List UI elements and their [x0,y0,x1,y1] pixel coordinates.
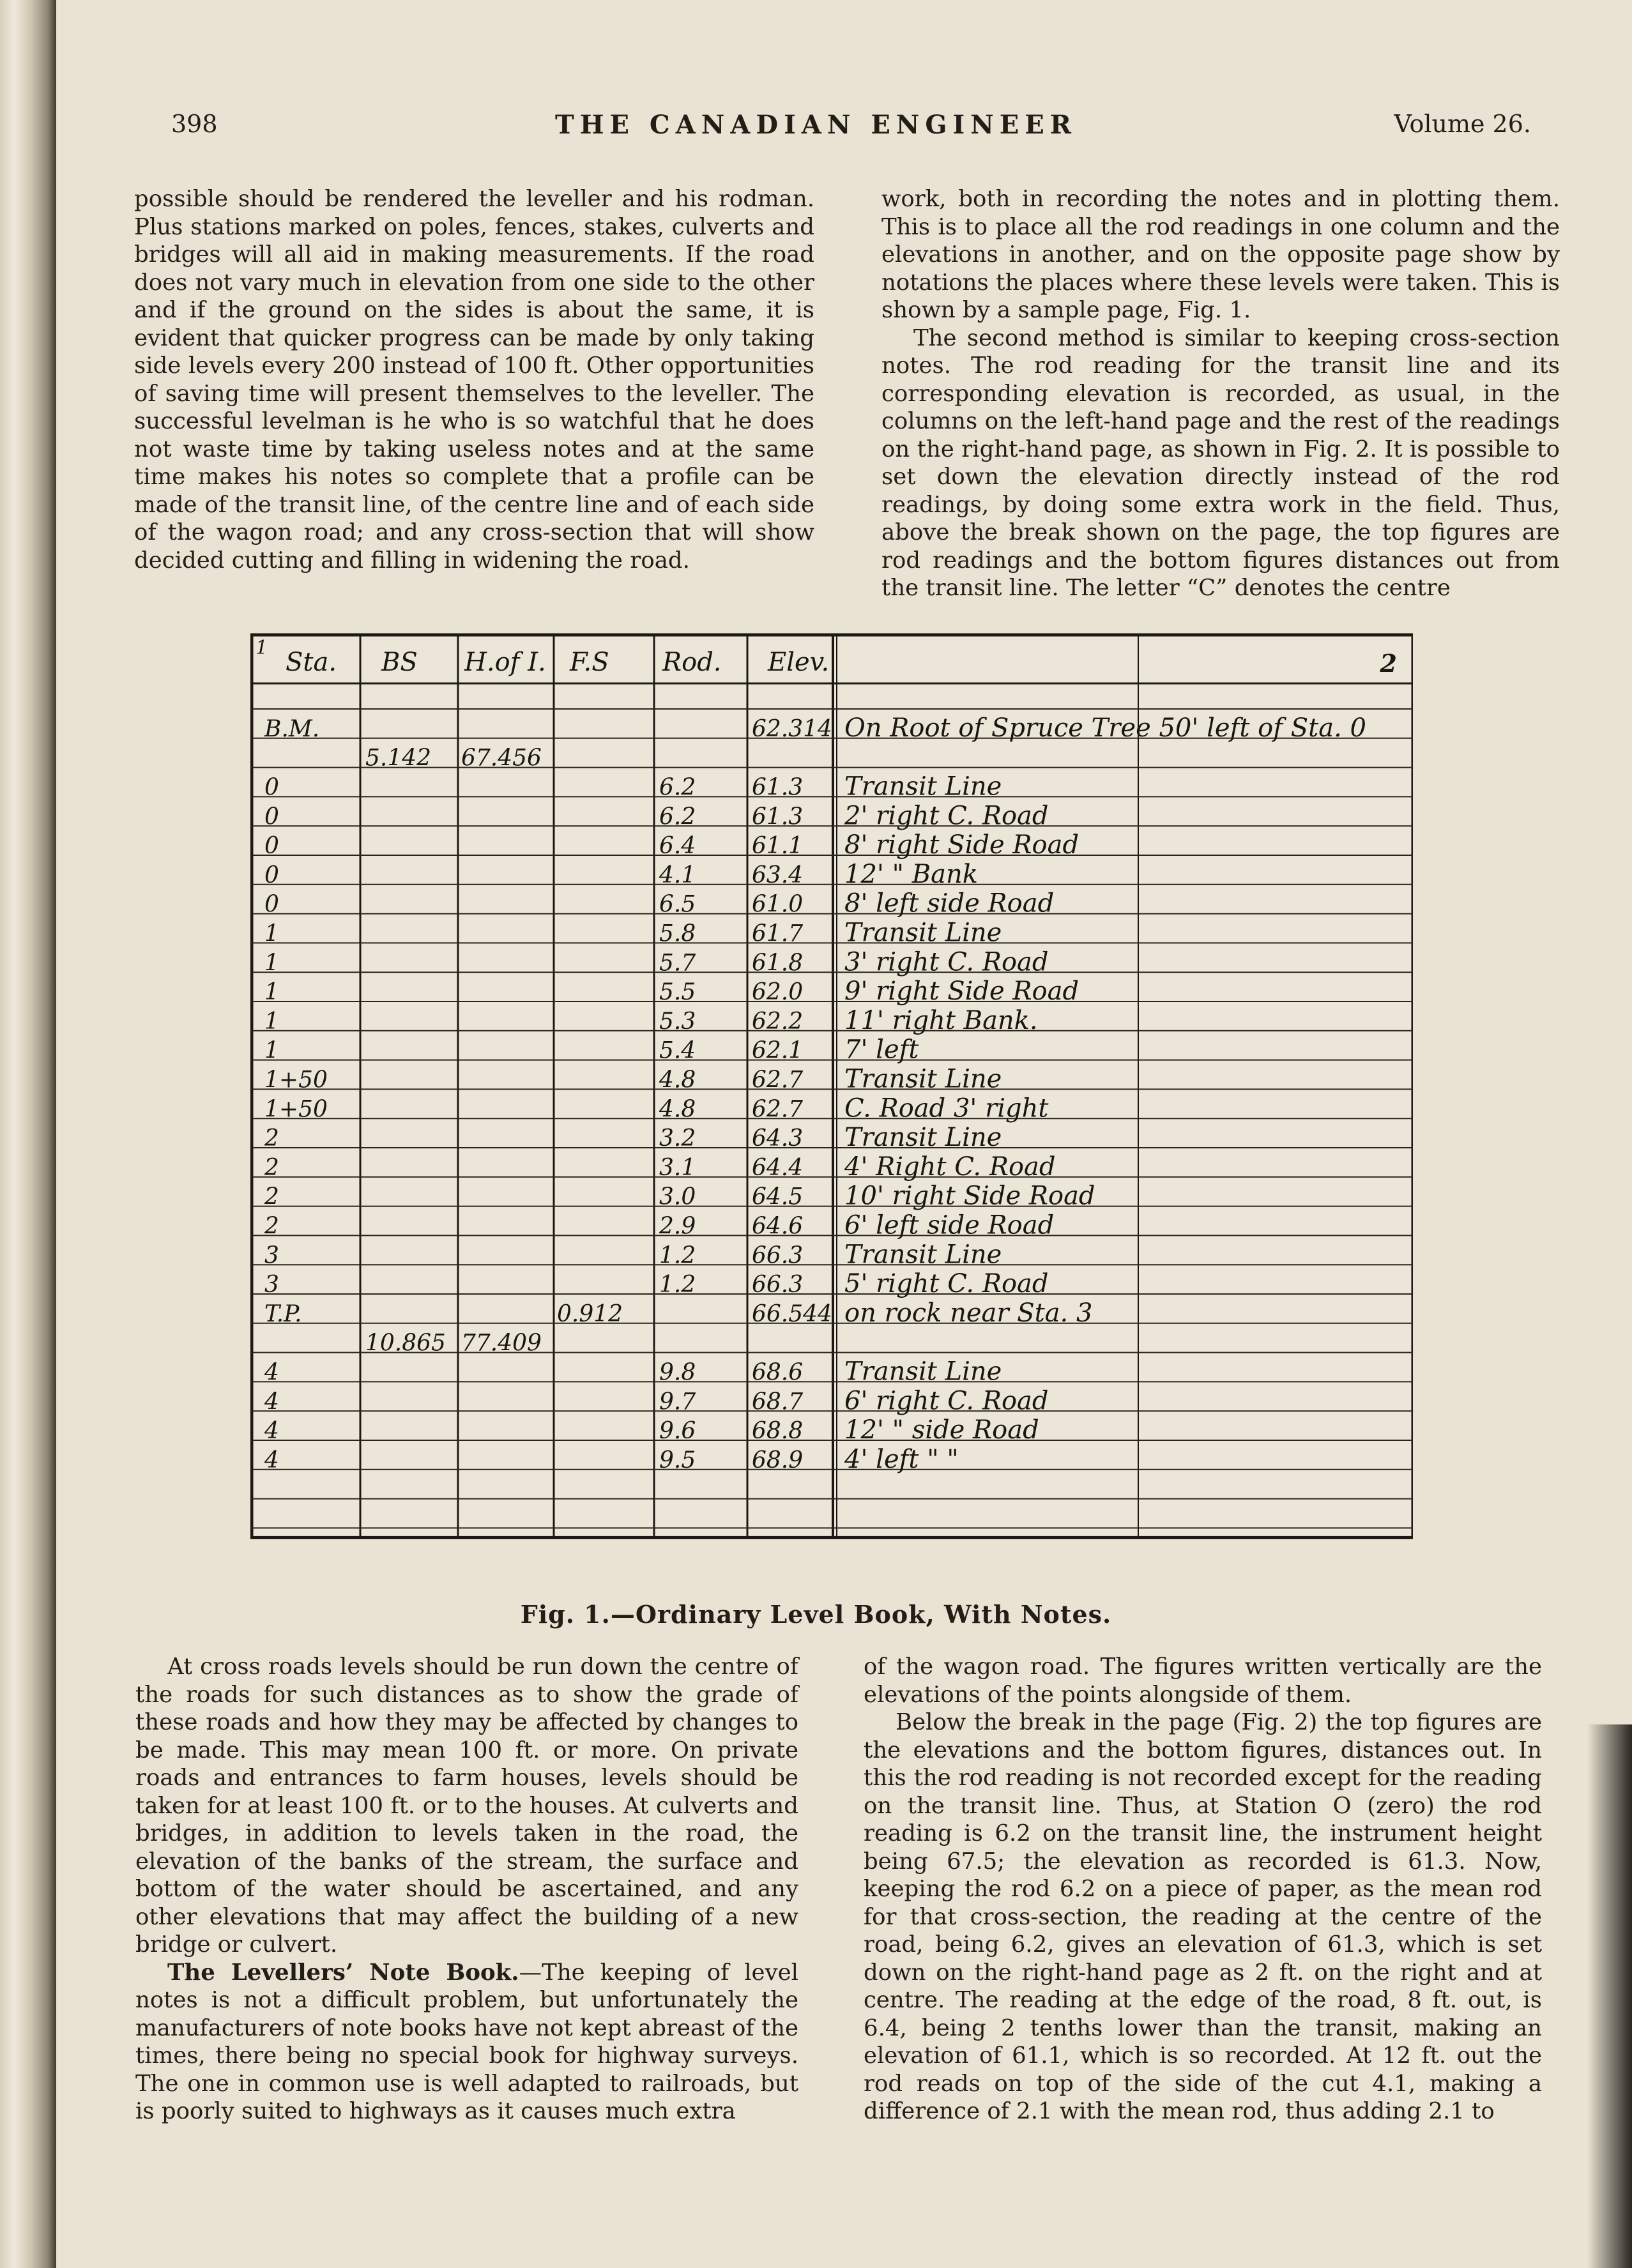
cell-note: 9' right Side Road [844,977,1079,1007]
cell-note: Transit Line [844,1357,1002,1387]
cell-elev: 62.7 [752,1067,804,1093]
cell-elev: 68.7 [752,1389,804,1415]
cell-note: Transit Line [844,772,1002,802]
cell-sta: 0 [264,774,279,801]
column-2 [881,185,1560,602]
cell-sta: 2 [264,1125,279,1152]
cell-elev: 61.8 [752,950,804,977]
cell-elev: 62.2 [752,1008,804,1035]
cell-rod: 5.7 [659,950,696,977]
cell-elev: 64.6 [752,1213,804,1240]
cell-elev: 61.0 [752,891,804,918]
cell-rod: 6.2 [659,803,696,830]
cell-sta: 3 [264,1272,279,1298]
journal-title: THE CANADIAN ENGINEER [554,110,1078,140]
cell-elev: 66.544 [752,1300,832,1327]
cell-rod: 9.5 [659,1447,696,1473]
page-number-right: 2 [1380,649,1397,678]
cell-rod: 1.2 [659,1242,696,1269]
cell-rod: 4.1 [659,862,696,888]
cell-elev: 64.4 [752,1154,804,1181]
paragraph: At cross roads levels should be run down the centre of the roads for such distances as to show the grade of these roads and how they may be affected by changes to be made. This may mean 100 ft. or more. On private roads and entrances to farm houses, levels should be taken for at least 100 ft. or to the houses. At culverts and bridges, in addition to levels taken in the road, the elevation of the banks of the stream, the surface and bottom of the water should be ascertained, and any other elevations that may affect the building of a new bridge or culvert. [135,1654,798,1958]
cell-elev: 66.3 [752,1272,804,1298]
cell-note: 4' Right C. Road [844,1152,1056,1182]
cell-rod: 3.0 [659,1183,696,1210]
cell-elev: 63.4 [752,862,804,888]
volume-label: Volume 26. [1394,110,1531,138]
column-header: F.S [570,648,609,677]
cell-elev: 61.7 [752,920,804,947]
cell-elev: 62.1 [752,1037,804,1064]
cell-note: 2' right C. Road [844,801,1049,831]
cell-note: 8' left side Road [844,888,1055,918]
cell-elev: 61.3 [752,774,804,801]
cell-rod: 6.2 [659,774,696,801]
cell-elev: 61.3 [752,803,804,830]
cell-elev: 62.0 [752,979,804,1006]
page-number-left: 1 [255,637,268,659]
cell-sta: 4 [264,1418,279,1445]
cell-note: 7' left [844,1035,919,1065]
cell-elev: 62.7 [752,1096,804,1123]
cell-sta: 0 [264,891,279,918]
cell-note: C. Road 3' right [844,1093,1049,1123]
figure-caption: Fig. 1.—Ordinary Level Book, With Notes. [520,1600,1112,1629]
cell-sta: 1+50 [264,1096,328,1123]
paragraph: work, both in recording the notes and in plotting them. This is to place all the rod readings in one column and the elevations in another, and on the opposite page show by notations the places where these levels were taken. This is shown by a sample page, Fig. 1. [881,186,1560,323]
section-heading: The Levellers’ Note Book. [167,1959,519,1986]
cell-elev: 66.3 [752,1242,804,1269]
cell-sta: 2 [264,1183,279,1210]
cell-note: 5' right C. Road [844,1269,1049,1299]
cell-elev: 68.9 [752,1447,804,1473]
book-spine [0,0,56,2268]
cell-sta: 1 [264,1037,279,1064]
cell-note: 12' " Bank [844,859,978,889]
cell-elev: 62.314 [752,715,832,742]
column-header: Rod. [662,648,722,677]
cell-elev: 61.1 [752,833,804,860]
cell-rod: 4.8 [659,1067,696,1093]
cell-rod: 5.3 [659,1008,696,1035]
cell-elev: 64.5 [752,1183,804,1210]
cell-sta: 2 [264,1154,279,1181]
cell-sta: 0 [264,803,279,830]
cell-rod: 3.2 [659,1125,696,1152]
cell-sta: 4 [264,1447,279,1473]
cell-sta: 3 [264,1242,279,1269]
cell-rod: 6.5 [659,891,696,918]
cell-note: On Root of Spruce Tree 50' left of Sta. 0 [844,713,1366,743]
column-header: Elev. [768,648,830,677]
cell-note: on rock near Sta. 3 [844,1298,1093,1328]
cell-sta: 1 [264,1008,279,1035]
cell-note: 3' right C. Road [844,947,1049,977]
paragraph: The second method is similar to keeping cross-section notes. The rod reading for the transit line and its corresponding elevation is recorded, as usual, in the columns on the left-hand page and the rest of the readings on the right-hand page, as shown in Fig. 2. It is possible to set down the elevation directly instead of the rod readings, by doing some extra work in the field. Thus, above the break shown on the page, the top figures are rod readings and the bottom figures distances out from the transit line. The letter “C” denotes the centre [881,324,1560,601]
cell-rod: 5.4 [659,1037,696,1064]
cell-fs: 0.912 [557,1300,623,1327]
cell-sta: B.M. [264,715,320,742]
column-3 [135,1653,798,2126]
cell-rod: 9.8 [659,1359,696,1386]
cell-rod: 2.9 [659,1213,696,1240]
cell-note: Transit Line [844,918,1002,948]
cell-rod: 9.7 [659,1389,696,1415]
cell-note: 6' right C. Road [844,1386,1049,1416]
column-1 [134,185,814,574]
cell-bs: 5.142 [365,745,432,772]
cell-elev: 68.8 [752,1418,804,1445]
cell-sta: 1 [264,979,279,1006]
page-edge-shadow [1587,1724,1632,2268]
cell-elev: 68.6 [752,1359,804,1386]
cell-note: Transit Line [844,1240,1002,1270]
column-header: H.of I. [464,648,546,677]
level-book-ledger [250,632,1413,1597]
figure-level-book [250,632,1413,1597]
cell-sta: 4 [264,1359,279,1386]
cell-rod: 5.5 [659,979,696,1006]
cell-sta: T.P. [264,1300,302,1327]
column-header: BS [381,648,418,677]
cell-rod: 6.4 [659,833,696,860]
cell-note: 10' right Side Road [844,1181,1095,1211]
cell-elev: 64.3 [752,1125,804,1152]
cell-note: 12' " side Road [844,1415,1039,1445]
cell-sta: 1 [264,950,279,977]
cell-rod: 4.8 [659,1096,696,1123]
column-header: Sta. [286,648,337,677]
paragraph: of the wagon road. The figures written vertically are the elevations of the points alongside of them. [864,1654,1542,1708]
cell-sta: 1+50 [264,1067,328,1093]
cell-rod: 5.8 [659,920,696,947]
cell-rod: 3.1 [659,1154,696,1181]
cell-note: Transit Line [844,1064,1002,1094]
cell-note: 6' left side Road [844,1210,1055,1240]
column-4 [864,1653,1542,2126]
cell-sta: 1 [264,920,279,947]
page-number: 398 [171,110,218,138]
cell-hi: 77.409 [461,1330,542,1357]
cell-sta: 2 [264,1213,279,1240]
cell-sta: 0 [264,862,279,888]
paragraph: Below the break in the page (Fig. 2) the top figures are the elevations and the bottom figures, distances out. In this the rod reading is not recorded except for the reading on the transit line. Thus, at Station O (zero) the rod reading is 6.2 on the transit line, the instrument height being 67.5; the elevation as recorded is 61.3. Now, keeping the rod 6.2 on a piece of paper, as the mean rod for that cross-section, the reading at the centre of the road, being 6.2, gives an elevation of 61.3, which is set down on the right-hand page as 2 ft. on the right and at centre. The reading at the edge of the road, 8 ft. out, is 6.4, being 2 tenths lower than the transit, making an elevation of 61.1, which is so recorded. At 12 ft. out the rod reads on top of the side of the cut 4.1, making a difference of 2.1 with the mean rod, thus adding 2.1 to [864,1709,1542,2124]
paragraph: possible should be rendered the leveller and his rodman. Plus stations marked on poles, fences, stakes, culverts and bridges will all aid in making measurements. If the road does not vary much in elevation from one side to the other and if the ground on the sides is about the same, it is evident that quicker progress can be made by only taking side levels every 200 instead of 100 ft. Other opportunities of saving time will present themselves to the leveller. The successful levelman is he who is so watchful that he does not waste time by taking useless notes and at the same time makes his notes so complete that a profile can be made of the transit line, of the centre line and of each side of the wagon road; and any cross-section that will show decided cutting and filling in widening the road. [134,186,814,574]
cell-bs: 10.865 [365,1330,446,1357]
cell-hi: 67.456 [461,745,542,772]
cell-note: 8' right Side Road [844,830,1079,860]
cell-rod: 9.6 [659,1418,696,1445]
cell-note: 11' right Bank. [844,1005,1038,1035]
cell-sta: 4 [264,1389,279,1415]
paragraph-text: —The keeping of level notes is not a difficult problem, but unfortunately the manufacturers of note books have not kept abreast of the times, there being no special book for highway surveys. The one in common use is well adapted to railroads, but is poorly suited to highways as it causes much extra [135,1959,798,2124]
cell-sta: 0 [264,833,279,860]
cell-rod: 1.2 [659,1272,696,1298]
cell-note: 4' left " " [844,1444,959,1474]
cell-note: Transit Line [844,1123,1002,1153]
